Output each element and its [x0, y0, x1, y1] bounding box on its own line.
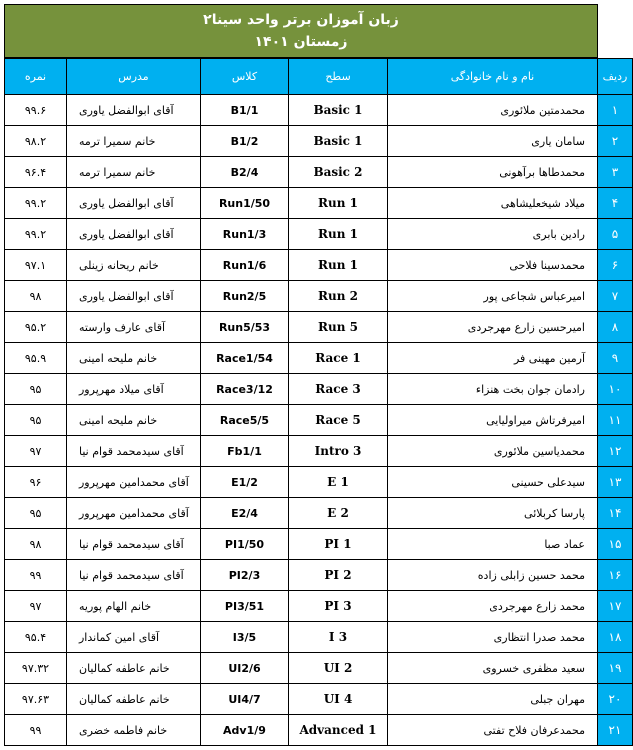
- student-name: محمدسینا فلاحی: [388, 250, 598, 281]
- teacher-cell: خانم ملیحه امینی: [67, 343, 201, 374]
- grade-cell: ۹۷.۶۳: [5, 684, 67, 715]
- level-cell: PI 1: [289, 529, 388, 560]
- header-row: [5, 59, 633, 95]
- header-class: کلاس: [201, 59, 289, 95]
- class-cell: PI2/3: [201, 560, 289, 591]
- teacher-cell: آقای امین کماندار: [67, 622, 201, 653]
- table-row: [5, 560, 633, 591]
- grade-cell: ۹۵: [5, 374, 67, 405]
- teacher-cell: خانم عاطفه کمالیان: [67, 684, 201, 715]
- grade-cell: ۹۷.۳۲: [5, 653, 67, 684]
- class-cell: Run2/5: [201, 281, 289, 312]
- table-row: [5, 312, 633, 343]
- row-number: ۹: [598, 343, 633, 374]
- row-number: ۱۶: [598, 560, 633, 591]
- teacher-cell: خانم ملیحه امینی: [67, 405, 201, 436]
- student-name: میلاد شیخعلیشاهی: [388, 188, 598, 219]
- student-name: امیرحسین زارع مهرجردی: [388, 312, 598, 343]
- table-row: [5, 591, 633, 622]
- level-cell: Intro 3: [289, 436, 388, 467]
- table-body: [5, 95, 633, 746]
- table-row: [5, 281, 633, 312]
- grade-cell: ۹۸.۲: [5, 126, 67, 157]
- level-cell: Run 2: [289, 281, 388, 312]
- class-cell: B2/4: [201, 157, 289, 188]
- level-cell: E 1: [289, 467, 388, 498]
- row-number: ۷: [598, 281, 633, 312]
- class-cell: Race3/12: [201, 374, 289, 405]
- student-name: مهران جبلی: [388, 684, 598, 715]
- class-cell: I3/5: [201, 622, 289, 653]
- student-name: سامان یاری: [388, 126, 598, 157]
- teacher-cell: خانم الهام پوریه: [67, 591, 201, 622]
- row-number: ۱۱: [598, 405, 633, 436]
- student-name: محمد صدرا انتظاری: [388, 622, 598, 653]
- class-cell: B1/2: [201, 126, 289, 157]
- level-cell: Run 1: [289, 219, 388, 250]
- title-banner: [4, 4, 598, 58]
- teacher-cell: آقای میلاد مهرپرور: [67, 374, 201, 405]
- teacher-cell: آقای ابوالفضل یاوری: [67, 95, 201, 126]
- class-cell: E1/2: [201, 467, 289, 498]
- row-number: ۱۳: [598, 467, 633, 498]
- level-cell: Run 1: [289, 188, 388, 219]
- grade-cell: ۹۷.۱: [5, 250, 67, 281]
- class-cell: Race5/5: [201, 405, 289, 436]
- grade-cell: ۹۹: [5, 715, 67, 746]
- grade-cell: ۹۹: [5, 560, 67, 591]
- table-row: [5, 343, 633, 374]
- student-name: رادمان جوان بخت هنزاء: [388, 374, 598, 405]
- level-cell: I 3: [289, 622, 388, 653]
- level-cell: Basic 1: [289, 95, 388, 126]
- student-name: آرمین مهینی فر: [388, 343, 598, 374]
- grade-cell: ۹۶: [5, 467, 67, 498]
- grade-cell: ۹۹.۶: [5, 95, 67, 126]
- student-name: محمدعرفان فلاح تفتی: [388, 715, 598, 746]
- student-name: امیرعباس شجاعی پور: [388, 281, 598, 312]
- table-row: [5, 157, 633, 188]
- grade-cell: ۹۵: [5, 498, 67, 529]
- sheet: [4, 4, 628, 746]
- grade-cell: ۹۹.۲: [5, 188, 67, 219]
- grade-cell: ۹۶.۴: [5, 157, 67, 188]
- row-number: ۴: [598, 188, 633, 219]
- table-row: [5, 684, 633, 715]
- teacher-cell: آقای محمدامین مهرپرور: [67, 467, 201, 498]
- table-row: [5, 250, 633, 281]
- row-number: ۸: [598, 312, 633, 343]
- grade-cell: ۹۵.۹: [5, 343, 67, 374]
- class-cell: UI4/7: [201, 684, 289, 715]
- class-cell: Run1/50: [201, 188, 289, 219]
- teacher-cell: خانم ریحانه زینلی: [67, 250, 201, 281]
- table-row: [5, 467, 633, 498]
- header-grade: نمره: [5, 59, 67, 95]
- level-cell: PI 3: [289, 591, 388, 622]
- table-row: [5, 405, 633, 436]
- table-row: [5, 498, 633, 529]
- level-cell: Race 1: [289, 343, 388, 374]
- title-season: زمستان ۱۴۰۱: [254, 34, 348, 50]
- class-cell: Run1/6: [201, 250, 289, 281]
- level-cell: PI 2: [289, 560, 388, 591]
- level-cell: Race 5: [289, 405, 388, 436]
- teacher-cell: آقای سیدمحمد قوام نیا: [67, 560, 201, 591]
- row-number: ۱۷: [598, 591, 633, 622]
- row-number: ۱۸: [598, 622, 633, 653]
- table-row: [5, 653, 633, 684]
- row-number: ۲۱: [598, 715, 633, 746]
- row-number: ۶: [598, 250, 633, 281]
- student-name: محمدطاها برآهونی: [388, 157, 598, 188]
- teacher-cell: آقای ابوالفضل یاوری: [67, 281, 201, 312]
- grade-cell: ۹۵: [5, 405, 67, 436]
- row-number: ۳: [598, 157, 633, 188]
- header-teacher: مدرس: [67, 59, 201, 95]
- student-name: عماد صبا: [388, 529, 598, 560]
- teacher-cell: آقای سیدمحمد قوام نیا: [67, 436, 201, 467]
- class-cell: Adv1/9: [201, 715, 289, 746]
- row-number: ۱: [598, 95, 633, 126]
- row-number: ۱۹: [598, 653, 633, 684]
- level-cell: Basic 2: [289, 157, 388, 188]
- level-cell: UI 4: [289, 684, 388, 715]
- level-cell: Run 1: [289, 250, 388, 281]
- table-row: [5, 219, 633, 250]
- table-row: [5, 126, 633, 157]
- row-number: ۱۲: [598, 436, 633, 467]
- class-cell: B1/1: [201, 95, 289, 126]
- teacher-cell: خانم سمیرا ترمه: [67, 157, 201, 188]
- table-row: [5, 436, 633, 467]
- class-cell: PI3/51: [201, 591, 289, 622]
- class-cell: PI1/50: [201, 529, 289, 560]
- row-number: ۱۰: [598, 374, 633, 405]
- row-number: ۱۴: [598, 498, 633, 529]
- teacher-cell: آقای عارف وارسته: [67, 312, 201, 343]
- student-name: رادین بابری: [388, 219, 598, 250]
- header-level: سطح: [289, 59, 388, 95]
- level-cell: UI 2: [289, 653, 388, 684]
- table-row: [5, 95, 633, 126]
- table-row: [5, 715, 633, 746]
- grade-cell: ۹۸: [5, 281, 67, 312]
- teacher-cell: خانم فاطمه خضری: [67, 715, 201, 746]
- student-name: پارسا کربلائی: [388, 498, 598, 529]
- table-row: [5, 529, 633, 560]
- row-number: ۱۵: [598, 529, 633, 560]
- row-number: ۲۰: [598, 684, 633, 715]
- class-cell: E2/4: [201, 498, 289, 529]
- student-name: محمد زارع مهرجردی: [388, 591, 598, 622]
- class-cell: UI2/6: [201, 653, 289, 684]
- class-cell: Race1/54: [201, 343, 289, 374]
- student-name: امیرفرتاش میراولیایی: [388, 405, 598, 436]
- grade-cell: ۹۸: [5, 529, 67, 560]
- grade-cell: ۹۷: [5, 591, 67, 622]
- level-cell: Run 5: [289, 312, 388, 343]
- table-row: [5, 374, 633, 405]
- teacher-cell: خانم عاطفه کمالیان: [67, 653, 201, 684]
- level-cell: Advanced 1: [289, 715, 388, 746]
- header-name: نام و نام خانوادگی: [388, 59, 598, 95]
- header-rownum: ردیف: [598, 59, 633, 95]
- student-name: محمدیاسین ملائوری: [388, 436, 598, 467]
- student-name: محمد حسین زابلی زاده: [388, 560, 598, 591]
- row-number: ۲: [598, 126, 633, 157]
- teacher-cell: آقای ابوالفضل یاوری: [67, 188, 201, 219]
- class-cell: Run5/53: [201, 312, 289, 343]
- grade-cell: ۹۷: [5, 436, 67, 467]
- row-number: ۵: [598, 219, 633, 250]
- teacher-cell: آقای محمدامین مهرپرور: [67, 498, 201, 529]
- level-cell: Race 3: [289, 374, 388, 405]
- teacher-cell: آقای سیدمحمد قوام نیا: [67, 529, 201, 560]
- teacher-cell: خانم سمیرا ترمه: [67, 126, 201, 157]
- student-name: سعید مظفری خسروی: [388, 653, 598, 684]
- level-cell: Basic 1: [289, 126, 388, 157]
- title-main: زبان آموزان برتر واحد سینا۲: [203, 12, 399, 28]
- class-cell: Run1/3: [201, 219, 289, 250]
- class-cell: Fb1/1: [201, 436, 289, 467]
- grade-cell: ۹۵.۴: [5, 622, 67, 653]
- student-name: سیدعلی حسینی: [388, 467, 598, 498]
- level-cell: E 2: [289, 498, 388, 529]
- grade-cell: ۹۹.۲: [5, 219, 67, 250]
- grade-cell: ۹۵.۲: [5, 312, 67, 343]
- students-table: [4, 58, 633, 746]
- teacher-cell: آقای ابوالفضل یاوری: [67, 219, 201, 250]
- table-row: [5, 188, 633, 219]
- student-name: محمدمتین ملائوری: [388, 95, 598, 126]
- table-row: [5, 622, 633, 653]
